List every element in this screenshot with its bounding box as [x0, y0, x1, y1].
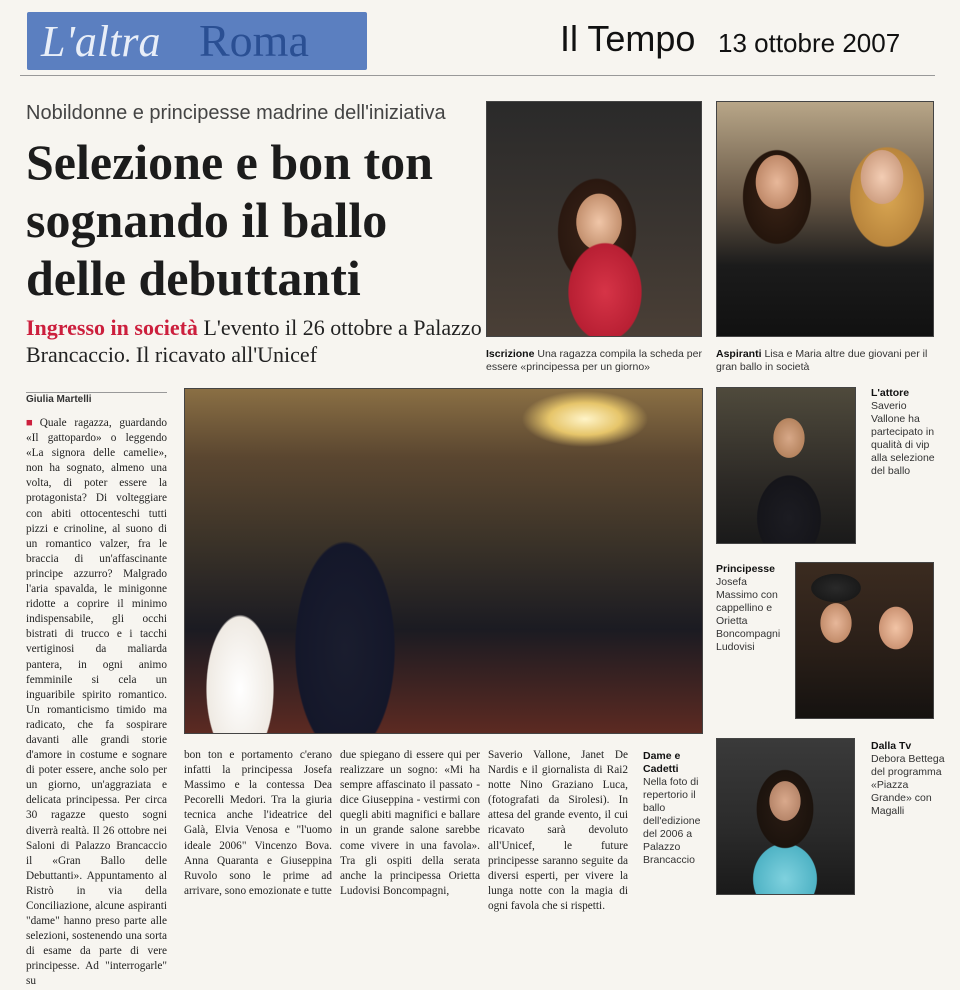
- section-logo-part1: L'altra: [41, 17, 161, 66]
- caption-text: Nella foto di repertorio il ballo dell'edizione del 2006 a Palazzo Brancaccio: [643, 776, 701, 866]
- section-logo: [27, 12, 367, 70]
- byline-divider: [26, 392, 167, 393]
- caption-principesse: [716, 563, 788, 654]
- caption-text: Saverio Vallone ha partecipato in qualità di vip alla selezione del ballo: [871, 400, 935, 477]
- headline: Selezione e bon ton sognando il ballo delle debuttanti: [26, 134, 433, 306]
- byline: Giulia Martelli: [26, 394, 92, 405]
- publication-date: 13 ottobre 2007: [718, 28, 901, 58]
- photo-ballroom: [184, 388, 703, 734]
- caption-aspiranti: [716, 348, 934, 374]
- body-column-2: bon ton e portamento c'erano infatti la principessa Josefa Massimo e la contessa Dea Pecorelli Medori. Tra la giuria tecnica anche l'ideatrice del Galà, Elvia Venosa e "l'uomo ideale 2006" Vincenzo Bova. Anna Quaranta e Giuseppina Ruvolo sono le prime ad arrivare, sono emozionate e tutte: [184, 749, 332, 897]
- kicker: Nobildonne e principesse madrine dell'iniziativa: [26, 102, 446, 124]
- body-text-1: Quale ragazza, guardando «Il gattopardo» o leggendo «La signora delle camelie», non ha sognato, almeno una volta, di poter essere la protagonista? Di volteggiare con abiti ottocenteschi tutti pizzi e crinoline, al suono di un romantico valzer, fra le braccia di un'affascinante principe azzurro? Malgrado l'aria spavalda, le minigonne ridotte a coprire il minimo indispensabile, gli occhi bistrati di trucco e i tacchi vertiginosi da maliarda pantera, in ogni animo femminile si cela un inguaribile spirito romantico. Un romanticismo timido ma radicato, che fa sospirare davanti alle grandi storie d'amore in costume e sognare di poter essere, anche solo per un giorno, un'aggraziata e delicata principessa. Per circa 30 ragazze questo sogni diverrà realtà. Il 26 ottobre nei Saloni di Palazzo Brancaccio il «Gran Ballo delle Debuttanti». Appuntamento al Ristrò in via della Conciliazione, alcune aspiranti "dame" hanno preso parte alle selezioni, sostenendo una sorta di esame da parte di vere principesse. Ad "interrogarle" su: [26, 417, 168, 988]
- newspaper-name: Il Tempo: [560, 18, 696, 59]
- caption-dalla-tv: [871, 740, 949, 818]
- caption-iscrizione: [486, 348, 702, 374]
- caption-text: Debora Bettega del programma «Piazza Grande» con Magalli: [871, 753, 945, 817]
- caption-attore: [871, 387, 941, 478]
- section-logo-part2: Roma: [199, 15, 309, 66]
- caption-label: Principesse: [716, 563, 775, 575]
- subheadline-text: L'evento il 26 ottobre a Palazzo Brancaccio. Il ricavato all'Unicef: [26, 315, 482, 367]
- masthead-divider: [20, 75, 935, 76]
- body-column-3: due spiegano di essere qui per realizzare un sogno: «Mi ha sempre affascinato il passato - dice Giuseppina - vestirmi con quegli abiti magnifici e ballare in un grande salone sarebbe come vivere in una favola». Tra gli ospiti della serata anche la principessa Orietta Ludovisi Boncompagni,: [340, 749, 480, 897]
- photo-attore: [716, 387, 856, 544]
- body-column-1: [26, 416, 168, 988]
- caption-label: Iscrizione: [486, 348, 535, 360]
- photo-dalla-tv: [716, 738, 855, 895]
- body-column-4: Saverio Vallone, Janet De Nardis e il giornalista di Rai2 notte Nino Graziano Luca, (fotografati da Sirolesi). In attesa del grande evento, il cui ricavato sarà devoluto all'Unicef, le future principesse saranno seguite da diversi esperti, per vivere la lunga notte con la magia di ogni favola che si rispetti.: [488, 749, 628, 912]
- bullet-square-icon: ■: [26, 417, 38, 429]
- caption-label: Dalla Tv: [871, 740, 912, 752]
- caption-label: Aspiranti: [716, 348, 762, 360]
- subheadline: [26, 314, 486, 368]
- caption-dame-cadetti: [643, 750, 709, 867]
- caption-text: Josefa Massimo con cappellino e Orietta Boncompagni Ludovisi: [716, 576, 781, 653]
- caption-label: L'attore: [871, 387, 910, 399]
- caption-text: Lisa e Maria altre due giovani per il gran ballo in società: [716, 348, 928, 373]
- photo-principesse: [795, 562, 934, 719]
- caption-label: Dame e Cadetti: [643, 750, 681, 775]
- photo-aspiranti: [716, 101, 934, 337]
- caption-text: Una ragazza compila la scheda per essere «principessa per un giorno»: [486, 348, 702, 373]
- subheadline-label: Ingresso in società: [26, 315, 198, 340]
- photo-iscrizione: [486, 101, 702, 337]
